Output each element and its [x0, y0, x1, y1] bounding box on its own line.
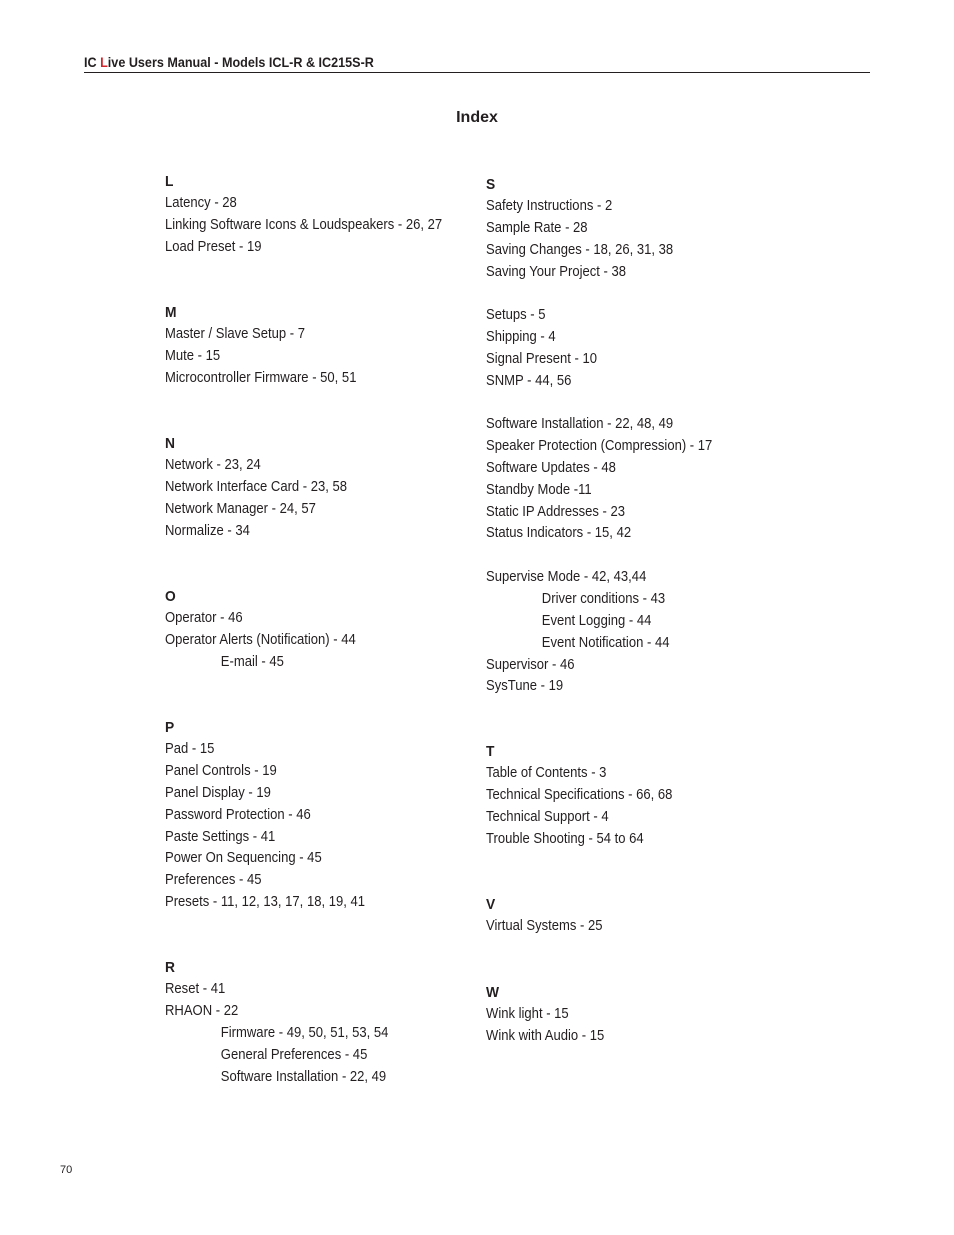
index-letter: O: [165, 588, 176, 605]
index-entry: Wink with Audio - 15: [486, 1027, 605, 1044]
index-entry: Network Interface Card - 23, 58: [165, 478, 348, 495]
index-entry: Reset - 41: [165, 981, 226, 997]
index-entry: Master / Slave Setup - 7: [165, 326, 305, 342]
index-entry: Technical Specifications - 66, 68: [486, 786, 673, 803]
index-entry: Preferences - 45: [165, 872, 262, 889]
index-entry: Virtual Systems - 25: [486, 918, 603, 934]
index-letter: V: [486, 896, 496, 913]
index-entry: Speaker Protection (Compression) - 17: [486, 437, 713, 454]
index-subentry: Firmware - 49, 50, 51, 53, 54: [220, 1024, 389, 1041]
index-group-p: [165, 717, 387, 914]
index-entry: Operator Alerts (Notification) - 44: [165, 631, 356, 648]
index-group-o: [165, 586, 377, 674]
header-rest: ive Users Manual - Models ICL-R & IC215S-R: [107, 54, 374, 70]
index-entry: Password Protection - 46: [165, 806, 311, 823]
running-header: [84, 53, 791, 71]
index-entry: SNMP - 44, 56: [486, 372, 572, 389]
index-entry: Static IP Addresses - 23: [486, 503, 626, 520]
index-group-n: [165, 433, 367, 543]
index-subentry: General Preferences - 45: [220, 1046, 368, 1063]
index-group-m: [165, 302, 378, 390]
index-entry: Mute - 15: [165, 347, 221, 364]
index-entry: Technical Support - 4: [486, 808, 609, 825]
index-group-s-4: [486, 567, 690, 698]
index-entry: Latency - 28: [165, 195, 237, 211]
index-letter: P: [165, 719, 175, 736]
index-group-l: [165, 171, 473, 259]
index-entry: Table of Contents - 3: [486, 765, 607, 781]
index-entry: Normalize - 34: [165, 522, 250, 539]
index-group-s-3: [486, 414, 737, 545]
index-subentry: Software Installation - 22, 49: [220, 1068, 387, 1085]
index-letter: L: [165, 173, 174, 190]
index-entry: Load Preset - 19: [165, 238, 262, 255]
index-entry: Status Indicators - 15, 42: [486, 525, 632, 542]
index-letter: M: [165, 304, 177, 321]
header-accent-letter: L: [100, 54, 108, 70]
index-group-r: [165, 957, 413, 1088]
index-group-v: [486, 894, 615, 938]
index-entry: Network - 23, 24: [165, 457, 261, 473]
index-entry: Trouble Shooting - 54 to 64: [486, 830, 644, 847]
index-entry: Supervisor - 46: [486, 656, 575, 673]
index-group-s: [486, 174, 694, 284]
index-group-t: [486, 741, 693, 851]
index-entry: Paste Settings - 41: [165, 828, 276, 845]
index-entry: Saving Changes - 18, 26, 31, 38: [486, 241, 674, 258]
page-number: 70: [60, 1164, 73, 1176]
index-entry: SysTune - 19: [486, 678, 564, 695]
index-entry: RHAON - 22: [165, 1002, 239, 1019]
index-entry: Wink light - 15: [486, 1006, 569, 1022]
index-entry: Sample Rate - 28: [486, 219, 588, 236]
index-letter: W: [486, 984, 500, 1001]
index-letter: T: [486, 743, 495, 760]
index-letter: S: [486, 176, 496, 193]
index-entry: Power On Sequencing - 45: [165, 850, 322, 867]
index-subentry: E-mail - 45: [220, 653, 284, 670]
index-entry: Linking Software Icons & Loudspeakers - 26, 27: [165, 216, 443, 233]
index-entry: Shipping - 4: [486, 328, 556, 345]
index-entry: Network Manager - 24, 57: [165, 500, 316, 517]
index-entry: Presets - 11, 12, 13, 17, 18, 19, 41: [165, 894, 365, 911]
index-entry: Standby Mode -11: [486, 481, 592, 498]
index-entry: Signal Present - 10: [486, 350, 597, 367]
index-group-w: [486, 982, 617, 1048]
index-entry: Pad - 15: [165, 741, 215, 757]
index-entry: Microcontroller Firmware - 50, 51: [165, 369, 357, 386]
index-entry: Supervise Mode - 42, 43,44: [486, 569, 647, 585]
index-entry: Safety Instructions - 2: [486, 198, 613, 214]
index-subentry: Event Logging - 44: [541, 612, 652, 629]
index-entry: Software Updates - 48: [486, 459, 616, 476]
index-letter: R: [165, 959, 175, 976]
index-group-s-2: [486, 305, 609, 393]
index-letter: N: [165, 435, 175, 452]
header-prefix: IC: [84, 54, 101, 70]
header-rule: [84, 72, 870, 73]
index-entry: Software Installation - 22, 48, 49: [486, 416, 674, 432]
index-subentry: Event Notification - 44: [541, 634, 670, 651]
page-title: Index: [456, 109, 498, 126]
index-entry: Panel Controls - 19: [165, 762, 277, 779]
index-subentry: Driver conditions - 43: [541, 590, 666, 607]
index-entry: Saving Your Project - 38: [486, 263, 627, 280]
index-entry: Panel Display - 19: [165, 784, 271, 801]
index-entry: Setups - 5: [486, 307, 546, 323]
index-entry: Operator - 46: [165, 610, 243, 626]
